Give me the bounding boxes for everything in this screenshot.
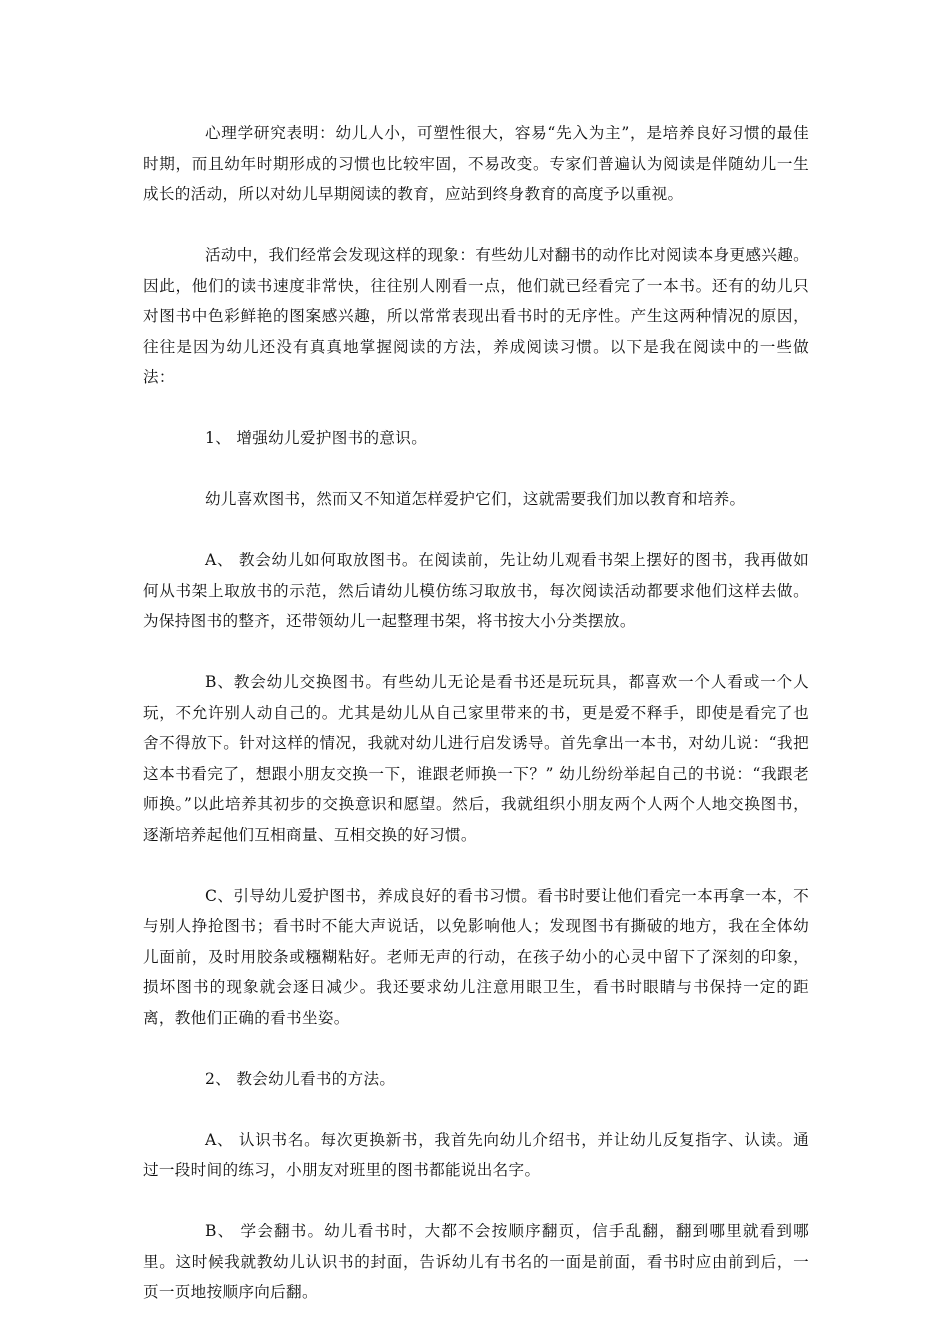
paragraph-2a: A、 认识书名。每次更换新书，我首先向幼儿介绍书，并让幼儿反复指字、认读。通过一段时间的练习，小朋友对班里的图书都能说出名字。 (143, 1130, 809, 1179)
paragraph-section-1-intro: 幼儿喜欢图书，然而又不知道怎样爱护它们，这就需要我们加以教育和培养。 (205, 490, 746, 508)
paragraph-1c: C、引导幼儿爱护图书，养成良好的看书习惯。看书时要让他们看完一本再拿一本，不与别人挣抢图书；看书时不能大声说话，以免影响他人；发现图书有撕破的地方，我在全体幼儿面前，及时用胶条或糨糊粘好。老师无声的行动，在孩子幼小的心灵中留下了深刻的印象，损坏图书的现象就会逐日减少。我还要求幼儿注意用眼卫生，看书时眼睛与书保持一定的距离，教他们正确的看书坐姿。 (143, 886, 809, 1027)
paragraph-observation: 活动中，我们经常会发现这样的现象：有些幼儿对翻书的动作比对阅读本身更感兴趣。因此，他们的读书速度非常快，往往别人刚看一点，他们就已经看完了一本书。还有的幼儿只对图书中色彩鲜艳的图案感兴趣，所以常常表现出看书时的无序性。产生这两种情况的原因，往往是因为幼儿还没有真真地掌握阅读的方法，养成阅读习惯。以下是我在阅读中的一些做法： (143, 246, 809, 386)
section-heading-1: 1、 增强幼儿爱护图书的意识。 (205, 429, 428, 447)
paragraph-1a: A、 教会幼儿如何取放图书。在阅读前，先让幼儿观看书架上摆好的图书，我再做如何从书架上取放书的示范，然后请幼儿模仿练习取放书，每次阅读活动都要求他们这样去做。为保持图书的整齐，还带领幼儿一起整理书架，将书按大小分类摆放。 (143, 551, 809, 630)
paragraph-1b: B、教会幼儿交换图书。有些幼儿无论是看书还是玩玩具，都喜欢一个人看或一个人玩，不允许别人动自己的。尤其是幼儿从自己家里带来的书，更是爱不释手，即使是看完了也舍不得放下。针对这样的情况，我就对幼儿进行启发诱导。首先拿出一本书，对幼儿说：“我把这本书看完了，想跟小朋友交换一下，谁跟老师换一下？” 幼儿纷纷举起自己的书说：“我跟老师换。”以此培养其初步的交换意识和愿望。然后，我就组织小朋友两个人两个人地交换图书，逐渐培养起他们互相商量、互相交换的好习惯。 (143, 673, 809, 844)
paragraph-intro: 心理学研究表明：幼儿人小，可塑性很大，容易“先入为主”，是培养良好习惯的最佳时期，而且幼年时期形成的习惯也比较牢固，不易改变。专家们普遍认为阅读是伴随幼儿一生成长的活动，所以对幼儿早期阅读的教育，应站到终身教育的高度予以重视。 (143, 124, 809, 203)
section-heading-2: 2、 教会幼儿看书的方法。 (205, 1069, 396, 1088)
paragraph-2b: B、 学会翻书。幼儿看书时，大都不会按顺序翻页，信手乱翻，翻到哪里就看到哪里。这时候我就教幼儿认识书的封面，告诉幼儿有书名的一面是前面，看书时应由前到后，一页一页地按顺序向后翻。 (143, 1222, 809, 1301)
document-page (143, 118, 809, 1338)
